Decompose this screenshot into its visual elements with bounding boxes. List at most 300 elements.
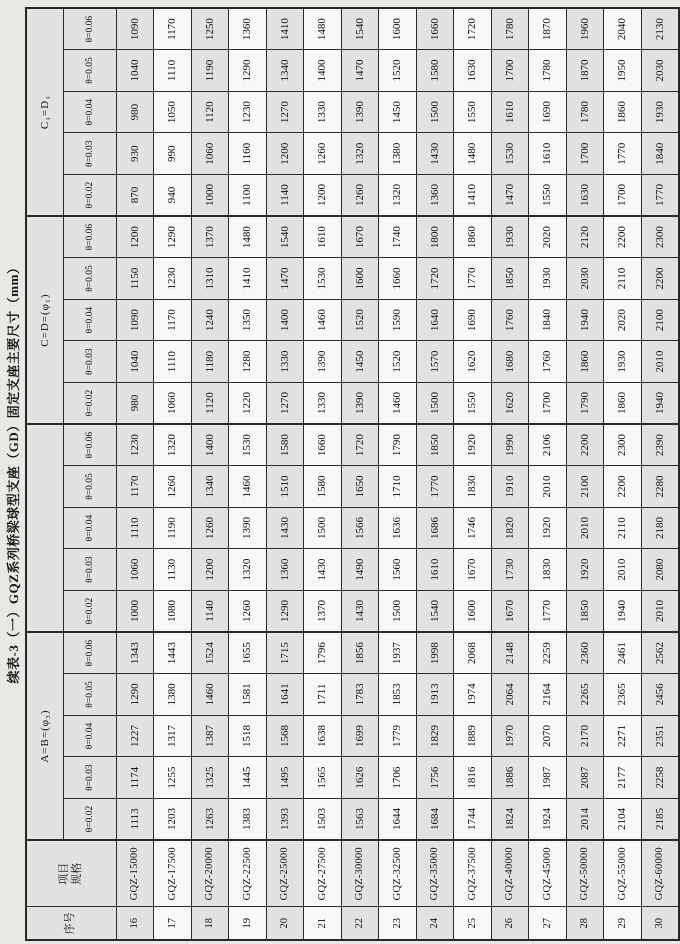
table-cell: 1203 — [154, 798, 192, 840]
serial-cell: 30 — [641, 907, 679, 940]
table-cell: 2120 — [566, 216, 604, 258]
table-cell: 1730 — [491, 549, 529, 591]
theta-header: θ=0.05 — [63, 258, 116, 300]
table-row — [304, 8, 342, 940]
table-cell: 1500 — [379, 590, 417, 632]
table-cell: 2106 — [529, 424, 567, 466]
spec-cell: GQZ-37500 — [454, 840, 492, 907]
table-cell: 1390 — [304, 341, 342, 383]
table-cell: 2100 — [566, 466, 604, 508]
table-cell: 1320 — [154, 424, 192, 466]
table-cell: 1620 — [491, 382, 529, 424]
spec-cell: GQZ-22500 — [229, 840, 267, 907]
table-cell: 1380 — [154, 674, 192, 716]
table-cell: 1770 — [529, 590, 567, 632]
table-cell: 1770 — [454, 258, 492, 300]
table-cell: 2068 — [454, 632, 492, 674]
table-cell: 1174 — [116, 757, 154, 799]
table-cell: 1889 — [454, 715, 492, 757]
table-cell: 1540 — [266, 216, 304, 258]
table-cell: 1700 — [491, 50, 529, 92]
table-cell: 1160 — [229, 133, 267, 175]
table-cell: 1744 — [454, 798, 492, 840]
table-cell: 1150 — [116, 258, 154, 300]
table-cell: 2271 — [604, 715, 642, 757]
table-cell: 1670 — [491, 590, 529, 632]
table-cell: 2010 — [604, 549, 642, 591]
table-cell: 1270 — [266, 91, 304, 133]
table-cell: 1720 — [454, 8, 492, 50]
table-cell: 1610 — [491, 91, 529, 133]
table-cell: 1450 — [341, 341, 379, 383]
table-cell: 1360 — [266, 549, 304, 591]
spec-col-header: 项目 规格 — [26, 840, 116, 907]
table-cell: 1550 — [454, 91, 492, 133]
table-cell: 1860 — [604, 382, 642, 424]
table-cell: 2456 — [641, 674, 679, 716]
table-cell: 1200 — [266, 133, 304, 175]
table-cell: 1970 — [491, 715, 529, 757]
table-cell: 1140 — [266, 175, 304, 217]
theta-header: θ=0.04 — [63, 507, 116, 549]
table-cell: 1760 — [491, 299, 529, 341]
table-cell: 1110 — [154, 50, 192, 92]
table-cell: 1530 — [491, 133, 529, 175]
table-cell: 1170 — [116, 466, 154, 508]
table-cell: 1260 — [304, 133, 342, 175]
table-cell: 1343 — [116, 632, 154, 674]
spec-cell: GQZ-30000 — [341, 840, 379, 907]
table-cell: 1400 — [266, 299, 304, 341]
table-row — [116, 8, 154, 940]
table-cell: 1460 — [191, 674, 229, 716]
table-cell: 1600 — [341, 258, 379, 300]
table-cell: 1500 — [304, 507, 342, 549]
table-cell: 1443 — [154, 632, 192, 674]
table-cell: 1383 — [229, 798, 267, 840]
serial-cell: 24 — [416, 907, 454, 940]
table-cell: 1140 — [191, 590, 229, 632]
table-cell: 1520 — [341, 299, 379, 341]
page-title: 续表-3（一）GQZ系列桥梁球型支座（GD）固定支座主要尺寸（mm） — [6, 260, 21, 684]
table-cell: 1779 — [379, 715, 417, 757]
theta-header: θ=0.02 — [63, 590, 116, 632]
table-cell: 1699 — [341, 715, 379, 757]
table-cell: 1920 — [566, 549, 604, 591]
table-cell: 1770 — [604, 133, 642, 175]
table-cell: 2030 — [566, 258, 604, 300]
theta-header: θ=0.03 — [63, 549, 116, 591]
table-cell: 2080 — [641, 549, 679, 591]
theta-header: θ=0.02 — [63, 382, 116, 424]
table-cell: 1580 — [266, 424, 304, 466]
spec-cell: GQZ-40000 — [491, 840, 529, 907]
serial-cell: 21 — [304, 907, 342, 940]
table-cell: 1565 — [304, 757, 342, 799]
table-cell: 1820 — [491, 507, 529, 549]
table-cell: 2200 — [604, 466, 642, 508]
table-cell: 1850 — [491, 258, 529, 300]
table-cell: 1990 — [491, 424, 529, 466]
table-cell: 1860 — [454, 216, 492, 258]
table-cell: 1360 — [229, 8, 267, 50]
table-cell: 1230 — [116, 424, 154, 466]
theta-header: θ=0.03 — [63, 133, 116, 175]
table-cell: 1230 — [154, 258, 192, 300]
table-cell: 1630 — [566, 175, 604, 217]
serial-cell: 23 — [379, 907, 417, 940]
table-cell: 1830 — [454, 466, 492, 508]
table-cell: 1190 — [154, 507, 192, 549]
table-row — [641, 8, 679, 940]
table-cell: 1340 — [266, 50, 304, 92]
table-cell: 1290 — [229, 50, 267, 92]
table-cell: 1780 — [491, 8, 529, 50]
table-cell: 1620 — [454, 341, 492, 383]
table-cell: 2200 — [641, 258, 679, 300]
table-cell: 1540 — [416, 590, 454, 632]
table-cell: 1040 — [116, 341, 154, 383]
spec-cell: GQZ-35000 — [416, 840, 454, 907]
table-cell: 1310 — [191, 258, 229, 300]
table-cell: 990 — [154, 133, 192, 175]
table-cell: 1000 — [191, 175, 229, 217]
table-cell: 1430 — [304, 549, 342, 591]
table-cell: 1937 — [379, 632, 417, 674]
table-cell: 1930 — [604, 341, 642, 383]
table-cell: 2010 — [641, 341, 679, 383]
table-cell: 1120 — [191, 91, 229, 133]
table-cell: 1170 — [154, 299, 192, 341]
spec-table — [25, 7, 680, 941]
table-cell: 1524 — [191, 632, 229, 674]
theta-header: θ=0.04 — [63, 715, 116, 757]
table-cell: 1790 — [566, 382, 604, 424]
table-cell: 1240 — [191, 299, 229, 341]
table-cell: 1495 — [266, 757, 304, 799]
table-cell: 2185 — [641, 798, 679, 840]
table-cell: 1720 — [416, 258, 454, 300]
table-row — [604, 8, 642, 940]
table-cell: 1998 — [416, 632, 454, 674]
table-cell: 1870 — [529, 8, 567, 50]
spec-cell: GQZ-27500 — [304, 840, 342, 907]
table-cell: 1856 — [341, 632, 379, 674]
table-cell: 1360 — [416, 175, 454, 217]
table-cell: 1800 — [416, 216, 454, 258]
table-cell: 2010 — [529, 466, 567, 508]
table-cell: 1400 — [191, 424, 229, 466]
table-cell: 1581 — [229, 674, 267, 716]
table-cell: 1850 — [566, 590, 604, 632]
table-cell: 1626 — [341, 757, 379, 799]
table-cell: 1816 — [454, 757, 492, 799]
table-cell: 1380 — [379, 133, 417, 175]
group-header: C=D=(φ₁) — [26, 216, 63, 424]
table-cell: 2365 — [604, 674, 642, 716]
table-cell: 1290 — [266, 590, 304, 632]
table-cell: 1690 — [454, 299, 492, 341]
table-cell: 930 — [116, 133, 154, 175]
table-cell: 1330 — [304, 91, 342, 133]
table-cell: 2265 — [566, 674, 604, 716]
table-cell: 1330 — [266, 341, 304, 383]
table-cell: 1040 — [116, 50, 154, 92]
table-cell: 1600 — [379, 8, 417, 50]
table-cell: 1050 — [154, 91, 192, 133]
table-cell: 2110 — [604, 258, 642, 300]
table-cell: 1746 — [454, 507, 492, 549]
table-row — [341, 8, 379, 940]
group-header: A=B=(φ₃) — [26, 632, 63, 840]
table-cell: 1445 — [229, 757, 267, 799]
table-cell: 1655 — [229, 632, 267, 674]
table-cell: 2100 — [641, 299, 679, 341]
table-cell: 1670 — [341, 216, 379, 258]
serial-cell: 20 — [266, 907, 304, 940]
table-row — [379, 8, 417, 940]
group-header — [26, 424, 63, 632]
table-cell: 1460 — [304, 299, 342, 341]
table-cell: 2010 — [641, 590, 679, 632]
table-cell: 1113 — [116, 798, 154, 840]
theta-header-row — [63, 8, 116, 940]
table-cell: 1700 — [566, 133, 604, 175]
table-cell: 1503 — [304, 798, 342, 840]
spec-cell: GQZ-45000 — [529, 840, 567, 907]
table-cell: 2200 — [566, 424, 604, 466]
table-cell: 1796 — [304, 632, 342, 674]
table-cell: 1910 — [491, 466, 529, 508]
serial-cell: 18 — [191, 907, 229, 940]
table-cell: 1886 — [491, 757, 529, 799]
table-cell: 2180 — [641, 507, 679, 549]
table-row — [566, 8, 604, 940]
table-cell: 1684 — [416, 798, 454, 840]
table-cell: 1644 — [379, 798, 417, 840]
table-cell: 2177 — [604, 757, 642, 799]
table-cell: 1715 — [266, 632, 304, 674]
table-cell: 2200 — [604, 216, 642, 258]
serial-cell: 17 — [154, 907, 192, 940]
table-cell: 1913 — [416, 674, 454, 716]
table-cell: 1263 — [191, 798, 229, 840]
table-row — [229, 8, 267, 940]
table-cell: 1566 — [341, 507, 379, 549]
table-cell: 1711 — [304, 674, 342, 716]
table-cell: 1480 — [304, 8, 342, 50]
table-cell: 1370 — [304, 590, 342, 632]
table-cell: 2280 — [641, 466, 679, 508]
theta-header: θ=0.06 — [63, 216, 116, 258]
table-cell: 1610 — [304, 216, 342, 258]
table-cell: 1325 — [191, 757, 229, 799]
table-cell: 980 — [116, 382, 154, 424]
table-cell: 1260 — [341, 175, 379, 217]
table-cell: 1090 — [116, 8, 154, 50]
table-cell: 1460 — [229, 466, 267, 508]
table-cell: 1120 — [191, 382, 229, 424]
table-cell: 1390 — [341, 91, 379, 133]
table-cell: 1260 — [191, 507, 229, 549]
table-cell: 1690 — [529, 91, 567, 133]
serial-cell: 22 — [341, 907, 379, 940]
table-row — [154, 8, 192, 940]
table-cell: 1520 — [379, 50, 417, 92]
theta-header: θ=0.03 — [63, 757, 116, 799]
theta-header: θ=0.06 — [63, 424, 116, 466]
table-cell: 1460 — [379, 382, 417, 424]
table-cell: 2351 — [641, 715, 679, 757]
table-cell: 1530 — [229, 424, 267, 466]
table-cell: 1350 — [229, 299, 267, 341]
table-cell: 1480 — [454, 133, 492, 175]
table-cell: 1060 — [154, 382, 192, 424]
table-cell: 1610 — [416, 549, 454, 591]
table-cell: 980 — [116, 91, 154, 133]
table-cell: 1490 — [341, 549, 379, 591]
table-cell: 1770 — [416, 466, 454, 508]
table-cell: 1720 — [341, 424, 379, 466]
table-cell: 1250 — [191, 8, 229, 50]
table-cell: 2170 — [566, 715, 604, 757]
table-cell: 2300 — [604, 424, 642, 466]
group-header: C₁=D₁ — [26, 8, 63, 216]
table-cell: 1960 — [566, 8, 604, 50]
table-cell: 1920 — [529, 507, 567, 549]
table-cell: 1430 — [416, 133, 454, 175]
serial-cell: 25 — [454, 907, 492, 940]
spec-cell: GQZ-60000 — [641, 840, 679, 907]
table-cell: 1829 — [416, 715, 454, 757]
table-cell: 2164 — [529, 674, 567, 716]
table-cell: 870 — [116, 175, 154, 217]
table-cell: 2461 — [604, 632, 642, 674]
table-cell: 1660 — [416, 8, 454, 50]
table-cell: 1500 — [416, 382, 454, 424]
table-cell: 1520 — [379, 341, 417, 383]
table-cell: 1470 — [491, 175, 529, 217]
table-cell: 2020 — [529, 216, 567, 258]
table-cell: 1940 — [566, 299, 604, 341]
table-cell: 1470 — [266, 258, 304, 300]
table-cell: 1270 — [266, 382, 304, 424]
table-cell: 1320 — [229, 549, 267, 591]
table-cell: 1930 — [529, 258, 567, 300]
table-cell: 1770 — [641, 175, 679, 217]
table-cell: 1580 — [416, 50, 454, 92]
table-cell: 1640 — [416, 299, 454, 341]
table-cell: 1060 — [191, 133, 229, 175]
table-cell: 1500 — [416, 91, 454, 133]
table-cell: 1320 — [341, 133, 379, 175]
table-cell: 1830 — [529, 549, 567, 591]
table-cell: 1190 — [191, 50, 229, 92]
table-cell: 1180 — [191, 341, 229, 383]
table-cell: 1706 — [379, 757, 417, 799]
table-cell: 1290 — [116, 674, 154, 716]
table-cell: 1853 — [379, 674, 417, 716]
table-cell: 1410 — [266, 8, 304, 50]
table-cell: 1200 — [191, 549, 229, 591]
table-cell: 1230 — [229, 91, 267, 133]
table-cell: 1610 — [529, 133, 567, 175]
spec-cell: GQZ-55000 — [604, 840, 642, 907]
table-cell: 1390 — [341, 382, 379, 424]
serial-cell: 16 — [116, 907, 154, 940]
table-cell: 1540 — [341, 8, 379, 50]
table-cell: 1641 — [266, 674, 304, 716]
table-cell: 2110 — [604, 507, 642, 549]
table-cell: 2070 — [529, 715, 567, 757]
table-cell: 1260 — [154, 466, 192, 508]
table-cell: 1480 — [229, 216, 267, 258]
serial-cell: 28 — [566, 907, 604, 940]
table-cell: 1410 — [229, 258, 267, 300]
theta-header: θ=0.06 — [63, 632, 116, 674]
spec-cell: GQZ-20000 — [191, 840, 229, 907]
table-cell: 1450 — [379, 91, 417, 133]
group-header-row — [26, 8, 63, 940]
table-cell: 1430 — [266, 507, 304, 549]
serial-cell: 26 — [491, 907, 529, 940]
table-cell: 1530 — [304, 258, 342, 300]
table-cell: 2562 — [641, 632, 679, 674]
spec-cell: GQZ-50000 — [566, 840, 604, 907]
theta-header: θ=0.05 — [63, 466, 116, 508]
serial-cell: 19 — [229, 907, 267, 940]
table-cell: 1170 — [154, 8, 192, 50]
table-cell: 1940 — [604, 590, 642, 632]
table-cell: 2360 — [566, 632, 604, 674]
table-cell: 1317 — [154, 715, 192, 757]
table-cell: 1638 — [304, 715, 342, 757]
table-cell: 1860 — [566, 341, 604, 383]
table-cell: 1200 — [304, 175, 342, 217]
table-cell: 1000 — [116, 590, 154, 632]
table-cell: 940 — [154, 175, 192, 217]
table-cell: 1563 — [341, 798, 379, 840]
table-cell: 2104 — [604, 798, 642, 840]
theta-header: θ=0.06 — [63, 8, 116, 50]
table-cell: 1780 — [566, 91, 604, 133]
table-cell: 1370 — [191, 216, 229, 258]
table-cell: 1290 — [154, 216, 192, 258]
table-cell: 2010 — [566, 507, 604, 549]
spec-cell: GQZ-15000 — [116, 840, 154, 907]
table-cell: 1100 — [229, 175, 267, 217]
table-cell: 1387 — [191, 715, 229, 757]
table-cell: 1340 — [191, 466, 229, 508]
table-cell: 1600 — [454, 590, 492, 632]
table-cell: 2258 — [641, 757, 679, 799]
table-cell: 1700 — [529, 382, 567, 424]
table-cell: 1987 — [529, 757, 567, 799]
spec-cell: GQZ-25000 — [266, 840, 304, 907]
table-cell: 1710 — [379, 466, 417, 508]
table-cell: 1740 — [379, 216, 417, 258]
table-cell: 1840 — [529, 299, 567, 341]
table-cell: 1590 — [379, 299, 417, 341]
theta-header: θ=0.02 — [63, 798, 116, 840]
table-cell: 1630 — [454, 50, 492, 92]
table-row — [266, 8, 304, 940]
table-cell: 1870 — [566, 50, 604, 92]
table-cell: 1130 — [154, 549, 192, 591]
table-cell: 1760 — [529, 341, 567, 383]
table-cell: 1220 — [229, 382, 267, 424]
table-cell: 1110 — [116, 507, 154, 549]
